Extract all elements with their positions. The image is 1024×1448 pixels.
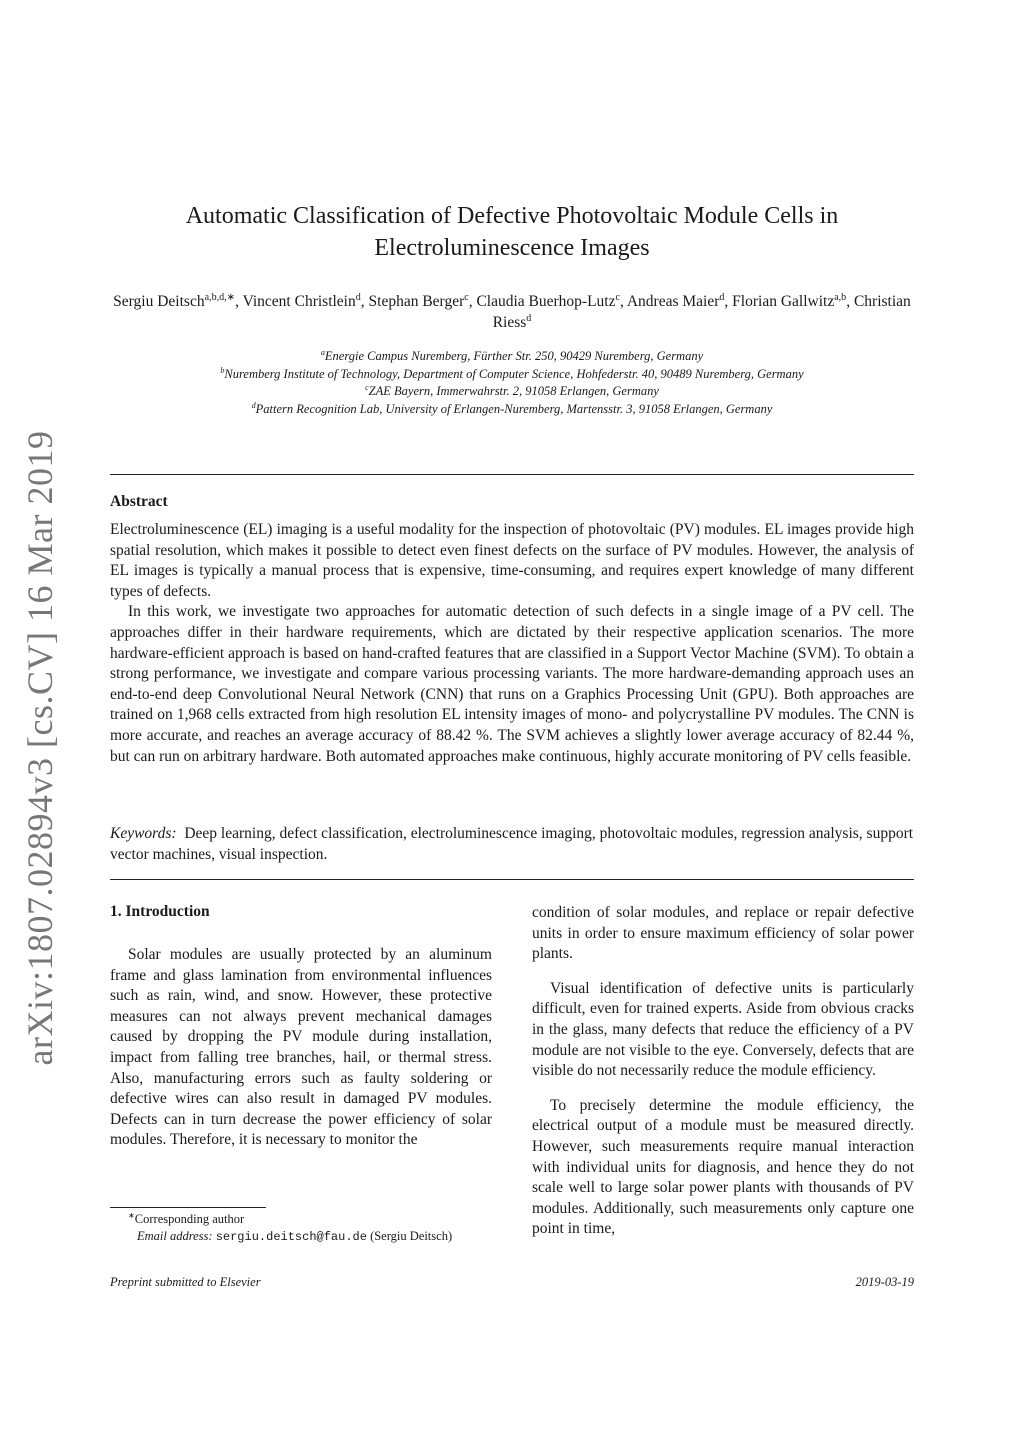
abstract-paragraph-1: Electroluminescence (EL) imaging is a useful modality for the inspection of photovoltaic (PV) modules. EL images provide high spatial resolution, which makes it possible to detect even finest defects on the surface of PV modules. However, the analysis of EL images is typically a manual process that is expensive, time-consuming, and requires expert knowledge of many different types of defects. <box>110 521 914 600</box>
right-column <box>532 903 914 1254</box>
footer-preprint: Preprint submitted to Elsevier <box>110 1275 261 1289</box>
author-name: Vincent Christlein <box>242 293 356 310</box>
affiliation-list <box>110 348 914 418</box>
author-name: Florian Gallwitz <box>732 293 835 310</box>
affiliation <box>110 348 914 366</box>
email-owner: (Sergiu Deitsch) <box>370 1229 453 1243</box>
intro-paragraph-right-3: To precisely determine the module efficiency, the electrical output of a module must be measured directly. However, such measurements require manual interaction with individual units for diagnosis, and hence they do not scale well to large solar power plants with thousands of PV modules. Additionally, such measurements only capture one point in time, <box>532 1096 914 1238</box>
footnote-corresponding <box>110 1211 492 1228</box>
email-link[interactable]: sergiu.deitsch@fau.de <box>215 1230 367 1244</box>
author-marks: a,b <box>834 291 847 303</box>
keywords <box>110 823 914 865</box>
affiliation <box>110 383 914 401</box>
affiliation-mark: c <box>365 383 369 393</box>
intro-paragraph-right-1: condition of solar modules, and replace or repair defective units in order to ensure maximum efficiency of solar power plants. <box>532 904 914 963</box>
keywords-text: Deep learning, defect classification, electroluminescence imaging, photovoltaic modules, regression analysis, support vector machines, visual inspection. <box>110 825 914 863</box>
author-name: Andreas Maier <box>626 293 720 310</box>
author-name: Christian Riess <box>492 293 911 331</box>
introduction-heading: 1. Introduction <box>110 903 210 920</box>
author-marks: a,b,d,∗ <box>204 291 236 303</box>
affiliation-text: Pattern Recognition Lab, University of Erlangen-Nuremberg, Martensstr. 3, 91058 Erlangen, Germany <box>255 401 773 416</box>
footnote <box>110 1211 492 1246</box>
abstract-heading: Abstract <box>110 493 168 510</box>
intro-paragraph-right-2: Visual identification of defective units is particularly difficult, even for trained experts. Aside from obvious cracks in the glass, many defects that reduce the efficiency of a PV module are not visible to the eye. Conversely, defects that are visible do not necessarily reduce the module efficiency. <box>532 979 914 1080</box>
intro-paragraph-left: Solar modules are usually protected by an aluminum frame and glass lamination from environmental influences such as rain, wind, and snow. However, these protective measures can not always prevent mechanical damages caused by dropping the PV module during installation, impact from falling tree branches, hail, or thermal stress. Also, manufacturing errors such as faulty soldering or defective wires can also result in damaged PV modules. Defects can in turn decrease the power efficiency of solar modules. Therefore, it is necessary to monitor the <box>110 946 492 1149</box>
affiliation-text: Nuremberg Institute of Technology, Department of Computer Science, Hohfederstr. 40, 90489 Nuremberg, Germany <box>224 366 804 381</box>
keywords-label: Keywords: <box>110 825 177 842</box>
arxiv-category: [cs.CV] <box>20 631 60 748</box>
abstract-bottom-rule <box>110 879 914 880</box>
footnote-rule <box>110 1207 266 1208</box>
arxiv-sidebar-stamp <box>19 431 61 1066</box>
affiliation-mark: a <box>320 348 325 358</box>
affiliation-text: ZAE Bayern, Immerwahrstr. 2, 91058 Erlangen, Germany <box>368 384 659 398</box>
title-line-2: Electroluminescence Images <box>374 235 650 261</box>
author-name: Stephan Berger <box>368 293 465 310</box>
paper-title <box>110 200 914 264</box>
left-column <box>110 945 492 1165</box>
author-line-1: Sergiu Deitsch$^{a,b,d,∗}$, Vincent Christlein$^d$, Stephan Berger$^c$, Claudia Buerhop-Lutz$^c$, Andreas Maier$^d$, Florian Gallwitz$^{a,b}$, Christian Riess$^d$ <box>113 291 911 331</box>
footnote-mark: ∗ <box>128 1211 135 1221</box>
author-marks: d <box>526 312 532 324</box>
arxiv-id: arXiv:1807.02894v3 <box>20 757 60 1066</box>
abstract-paragraph-2: In this work, we investigate two approaches for automatic detection of such defects in a single image of a PV cell. The approaches differ in their hardware requirements, which are dictated by their respective application scenarios. The more hardware-efficient approach is based on hand-crafted features that are classified in a Support Vector Machine (SVM). To obtain a strong performance, we investigate and compare various processing variants. The more hardware-demanding approach uses an end-to-end deep Convolutional Neural Network (CNN) that runs on a Graphics Processing Unit (GPU). Both approaches are trained on 1,968 cells extracted from high resolution EL intensity images of mono- and polycrystalline PV modules. The CNN is more accurate, and reaches an average accuracy of 88.42 %. The SVM achieves a slightly lower average accuracy of 82.44 %, but can run on arbitrary hardware. Both automated approaches make continuous, highly accurate monitoring of PV cells feasible. <box>110 603 914 765</box>
affiliation <box>110 366 914 384</box>
author-marks: d <box>719 291 725 303</box>
abstract-top-rule <box>110 474 914 475</box>
affiliation <box>110 401 914 419</box>
abstract-body <box>110 520 914 767</box>
footnote-corresponding-text: Corresponding author <box>134 1212 245 1226</box>
title-line-1: Automatic Classification of Defective Photovoltaic Module Cells in <box>185 203 839 229</box>
arxiv-date: 16 Mar 2019 <box>20 430 60 623</box>
affiliation-mark: d <box>251 400 256 410</box>
author-marks: d <box>355 291 361 303</box>
author-name: Claudia Buerhop-Lutz <box>476 293 616 310</box>
affiliation-text: Energie Campus Nuremberg, Fürther Str. 250, 90429 Nuremberg, Germany <box>324 349 704 363</box>
author-marks: c <box>615 291 620 303</box>
footnote-email-line <box>110 1228 492 1246</box>
email-label: Email address: <box>137 1229 213 1243</box>
footer-date: 2019-03-19 <box>855 1275 914 1289</box>
affiliation-mark: b <box>220 365 225 375</box>
author-list <box>110 291 914 333</box>
author-name: Sergiu Deitsch <box>113 293 205 310</box>
author-marks: c <box>464 291 469 303</box>
